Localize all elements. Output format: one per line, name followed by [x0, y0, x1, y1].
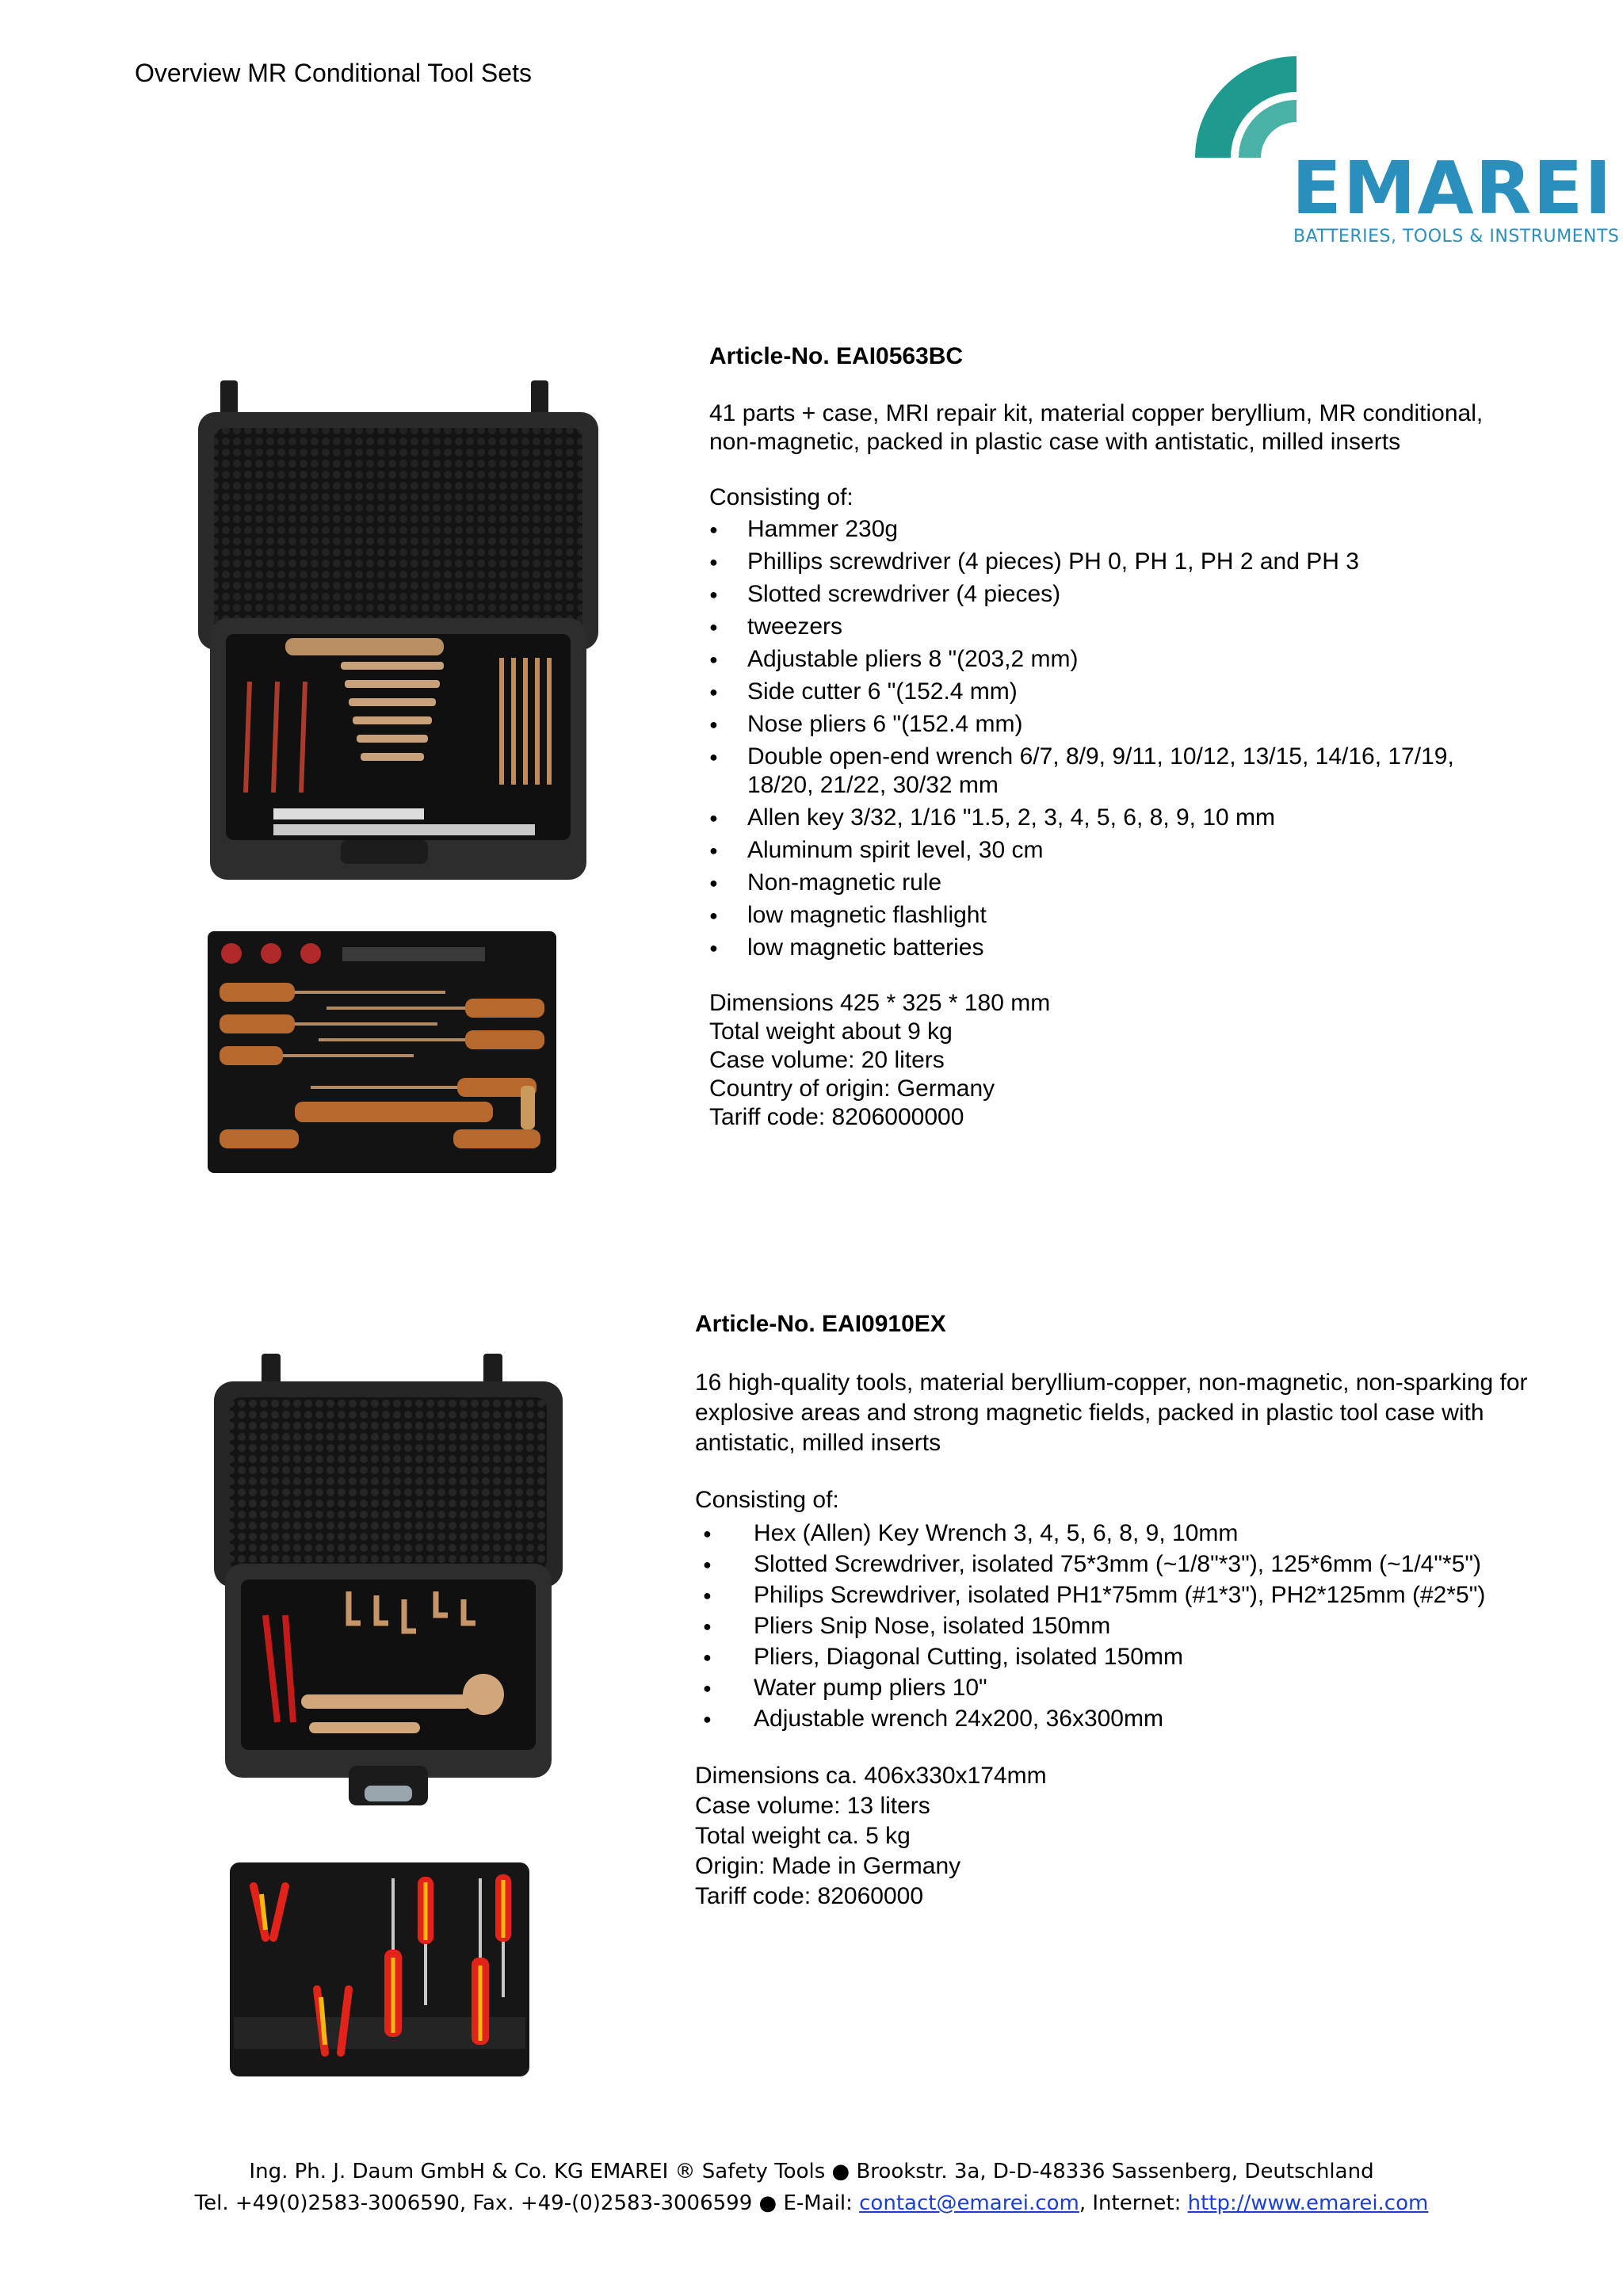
spec-line: Tariff code: 82060000: [695, 1883, 924, 1909]
list-item: ● Allen key 3/32, 1/16 "1.5, 2, 3, 4, 5, 6, 8, 9, 10 mm: [709, 804, 1518, 832]
list-item: ● low magnetic flashlight: [709, 901, 1518, 930]
spec-line: Case volume: 20 liters: [709, 1047, 945, 1073]
list-item: ● Hammer 230g: [709, 515, 1518, 544]
list-item: ● Pliers, Diagonal Cutting, isolated 150mm: [695, 1642, 1583, 1672]
footer-contact: [0, 2191, 1623, 2215]
article-number: Article-No. EAI0563BC: [709, 343, 964, 369]
footer-phone-fax: Tel. +49(0)2583-3006590, Fax. +49-(0)2583-3006599 ● E-Mail:: [194, 2191, 860, 2215]
logo-wordmark: EMAREI: [1292, 146, 1613, 231]
list-item: ● Water pump pliers 10": [695, 1673, 1583, 1703]
consisting-label: Consisting of:: [709, 484, 854, 510]
article-1: [709, 342, 1518, 1132]
list-item: ● Adjustable pliers 8 "(203,2 mm): [709, 645, 1518, 674]
email-link[interactable]: contact@emarei.com: [859, 2191, 1079, 2215]
consisting-label: Consisting of:: [695, 1487, 839, 1513]
list-item: ● Pliers Snip Nose, isolated 150mm: [695, 1611, 1583, 1641]
article-description: 41 parts + case, MRI repair kit, material copper beryllium, MR conditional, non-magnetic, packed in plastic case with antistatic, milled inserts: [709, 400, 1484, 455]
article-number: Article-No. EAI0910EX: [695, 1311, 946, 1337]
list-item: ● Philips Screwdriver, isolated PH1*75mm (#1*3"), PH2*125mm (#2*5"): [695, 1580, 1583, 1610]
spec-line: Total weight ca. 5 kg: [695, 1823, 911, 1849]
spec-line: Tariff code: 8206000000: [709, 1104, 964, 1130]
emarei-logo: [1189, 51, 1620, 257]
list-item: ● Slotted screwdriver (4 pieces): [709, 580, 1518, 609]
spec-line: Total weight about 9 kg: [709, 1018, 953, 1045]
tool-case-photo-2: [214, 1354, 571, 1829]
article-description: 16 high-quality tools, material beryllium-copper, non-magnetic, non-sparking for explosive areas and strong magnetic fields, packed in plastic tool case with antistatic, milled inserts: [695, 1370, 1528, 1456]
list-item: ● Adjustable wrench 24x200, 36x300mm: [695, 1704, 1583, 1734]
page-title: Overview MR Conditional Tool Sets: [135, 59, 532, 87]
list-item: ● low magnetic batteries: [709, 934, 1518, 962]
footer-address: Ing. Ph. J. Daum GmbH & Co. KG EMAREI ® Safety Tools ● Brookstr. 3a, D-D-48336 Sassenberg, Deutschland: [249, 2160, 1374, 2183]
spec-line: Origin: Made in Germany: [695, 1853, 961, 1879]
footer-separator: , Internet:: [1079, 2191, 1188, 2215]
tool-case-photo-1: [198, 380, 610, 896]
list-item: ● Slotted Screwdriver, isolated 75*3mm (~1/8"*3"), 125*6mm (~1/4"*5"): [695, 1549, 1583, 1580]
spec-line: Country of origin: Germany: [709, 1075, 995, 1102]
list-item: ● Aluminum spirit level, 30 cm: [709, 836, 1518, 865]
tool-tray-photo-2: [230, 1862, 539, 2080]
item-list: [709, 515, 1518, 962]
list-item: ● Non-magnetic rule: [709, 869, 1518, 897]
logo-tagline: BATTERIES, TOOLS & INSTRUMENTS: [1293, 227, 1620, 246]
list-item: ● Side cutter 6 "(152.4 mm): [709, 678, 1518, 706]
list-item: ● Double open-end wrench 6/7, 8/9, 9/11, 10/12, 13/15, 14/16, 17/19, 18/20, 21/22, 30/32 mm: [709, 743, 1518, 800]
logo-arc-icon: [1189, 51, 1347, 162]
list-item: ● tweezers: [709, 613, 1518, 641]
spec-line: Dimensions 425 * 325 * 180 mm: [709, 990, 1051, 1016]
list-item: ● Nose pliers 6 "(152.4 mm): [709, 710, 1518, 739]
spec-line: Dimensions ca. 406x330x174mm: [695, 1763, 1047, 1789]
list-item: ● Hex (Allen) Key Wrench 3, 4, 5, 6, 8, 9, 10mm: [695, 1519, 1583, 1549]
article-2: [695, 1309, 1583, 1912]
tool-tray-photo-1: [208, 931, 564, 1177]
spec-line: Case volume: 13 liters: [695, 1793, 930, 1819]
item-list: [695, 1519, 1583, 1734]
list-item: ● Phillips screwdriver (4 pieces) PH 0, PH 1, PH 2 and PH 3: [709, 548, 1518, 576]
website-link[interactable]: http://www.emarei.com: [1187, 2191, 1429, 2215]
